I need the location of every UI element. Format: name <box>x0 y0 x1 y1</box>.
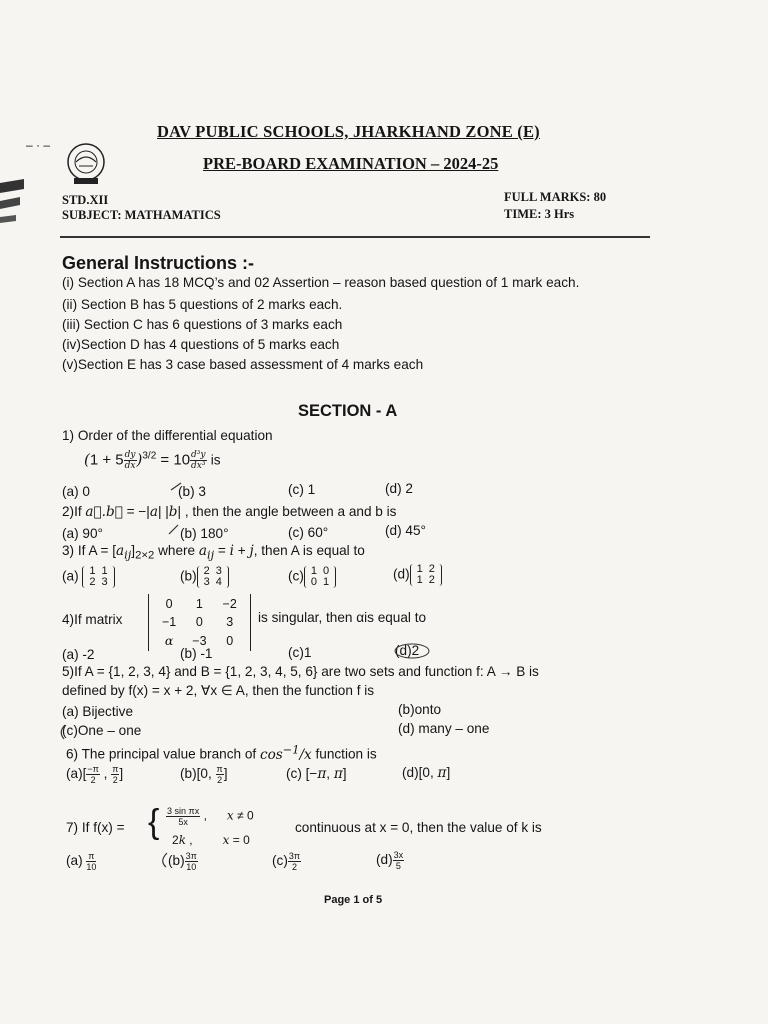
q2-option-d: (d) 45° <box>385 523 426 538</box>
std-label: STD.XII <box>62 193 109 207</box>
q6-option-b: (b)[0, $\frac{\pi}{2}$ ] <box>180 764 228 785</box>
q6-option-a: (a)[ $\frac{-\pi}{2}$ , $\frac{\pi}{2}$ ] <box>66 764 124 785</box>
q6-option-d: (d)[0, π] <box>402 765 451 781</box>
q7-option-d: (d) $\frac{3x}{5}$ <box>376 850 404 871</box>
page-footer: Page 1 of 5 <box>324 894 383 906</box>
q2-option-a: (a) 90° <box>62 526 103 541</box>
q7-tail: continuous at x = 0, then the value of k is <box>295 820 542 835</box>
q1-option-d: (d) 2 <box>385 481 413 496</box>
q3-stem-a: 3) If A = <box>62 543 113 558</box>
subject-label: SUBJECT: MATHAMATICS <box>62 208 221 222</box>
q7-option-b: (b) $\frac{3\pi}{10}$ <box>168 851 197 872</box>
instructions-title: General Instructions :- <box>62 253 255 273</box>
instruction-item: (ii) Section B has 5 questions of 2 marks each. <box>62 297 343 312</box>
q4-option-c: (c)1 <box>288 645 312 660</box>
answer-tick-mark <box>158 852 170 868</box>
answer-tick-mark <box>168 524 180 536</box>
header-divider <box>60 236 650 238</box>
margin-dash: ‒ · ‒ <box>26 138 51 152</box>
q2-tail: , then the angle between a and b is <box>184 504 397 519</box>
q1-option-a: (a) 0 <box>62 484 90 499</box>
instruction-item: (iii) Section C has 6 questions of 3 marks each <box>62 317 343 332</box>
q7-stem: 7) If f(x) = <box>66 820 125 835</box>
answer-tick-mark <box>170 482 182 494</box>
answer-circle-mark <box>392 640 432 660</box>
q2-option-c: (c) 60° <box>288 525 329 540</box>
q4-stem: 4)If matrix <box>62 612 123 627</box>
q6-tail: function is <box>315 746 377 762</box>
q5-line1: 5)If A = {1, 2, 3, 4} and B = {1, 2, 3, 4, 5, 6} are two sets and function f: A → B is <box>62 664 539 679</box>
q2-stem: 2)If a⃗.b⃗ = −|a| |b| , then the angle between a and b is <box>62 504 397 520</box>
answer-tick-mark <box>58 724 68 740</box>
q1-equation: (1 + 5 $\frac{dy}{dx}$ )$^{3/2}$ = 10 $\frac{\text{d³y}}{\text{dx³}}$ is <box>84 450 221 471</box>
time-label: TIME: 3 Hrs <box>504 207 575 221</box>
q5-option-c: (c)One – one <box>62 723 142 738</box>
dav-logo <box>62 140 110 188</box>
q6-stem-text: 6) The principal value branch of <box>66 746 257 762</box>
q1-tail: is <box>210 452 221 468</box>
instruction-item: (i) Section A has 18 MCQ’s and 02 Assertion – reason based question of 1 mark each. <box>62 275 580 290</box>
q7-brace: { <box>148 803 160 841</box>
q5-option-b: (b)onto <box>398 702 442 717</box>
q4-option-a: (a) -2 <box>62 647 95 662</box>
q1-option-c: (c) 1 <box>288 482 316 497</box>
q3-option-a: (a) 1 1 2 3 <box>62 566 115 588</box>
q4-matrix: 0 1 −2 −1 0 3 α −3 0 <box>148 594 251 656</box>
q7-option-c: (c) $\frac{3\pi}{2}$ <box>272 851 301 872</box>
full-marks: FULL MARKS: 80 <box>504 190 607 204</box>
q4-option-d: (d)2 <box>395 643 420 658</box>
q2-option-b: (b) 180° <box>180 526 229 541</box>
q3-option-b: (b) 2 3 3 4 <box>180 566 229 588</box>
q1-option-b: (b) 3 <box>178 484 206 499</box>
section-title: SECTION - A <box>298 402 398 420</box>
q1-stem: 1) Order of the differential equation <box>62 428 273 443</box>
q7-option-a: (a) $\frac{\pi}{10}$ <box>66 851 97 872</box>
q5-line2: defined by f(x) = x + 2, ∀x ∈ A, then the function f is <box>62 683 375 698</box>
exam-title: PRE-BOARD EXAMINATION – 2024-25 <box>203 154 499 173</box>
q3-option-c: (c) 1 0 0 1 <box>288 566 336 588</box>
q3-stem: 3) If $A = [a_{ij}]_{2\times 2}$ where $a_{ij} = i + j$, then A is equal to <box>62 543 365 562</box>
q5-option-d: (d) many – one <box>398 721 490 736</box>
q3-stem-c: , then A is equal to <box>253 543 365 558</box>
q6-stem: 6) The principal value branch of $\cos^{-1}/x$ function is <box>66 742 377 763</box>
q7-case1: $\frac{\text{3 sin πx}}{5x}$ , x ≠ 0 <box>167 806 254 827</box>
binder-edge-marks <box>0 175 26 245</box>
q4-tail: is singular, then αis equal to <box>258 610 427 625</box>
q3-option-d: (d) 1 2 1 2 <box>393 564 442 586</box>
q5-option-a: (a) Bijective <box>62 704 134 719</box>
q3-stem-b: where <box>158 543 196 558</box>
instruction-item: (iv)Section D has 4 questions of 5 marks each <box>62 337 340 352</box>
q4-option-b: (b) -1 <box>180 646 213 661</box>
q6-option-c: (c) [−π, π] <box>286 766 347 782</box>
school-name: DAV PUBLIC SCHOOLS, JHARKHAND ZONE (E) <box>157 122 540 141</box>
q7-case2: 2k , x = 0 <box>172 833 250 847</box>
instruction-item: (v)Section E has 3 case based assessment of 4 marks each <box>62 357 424 372</box>
